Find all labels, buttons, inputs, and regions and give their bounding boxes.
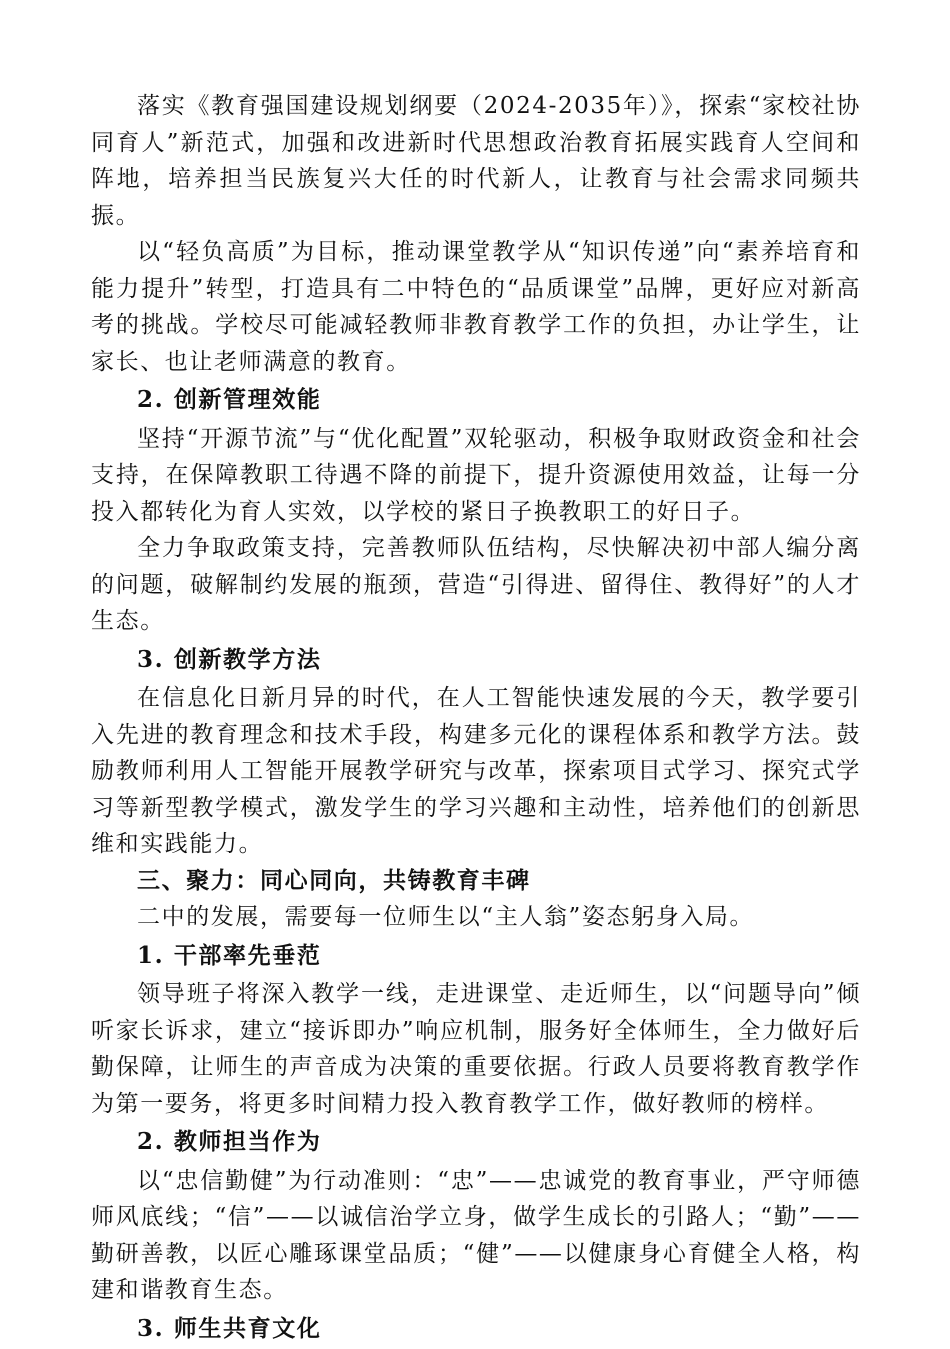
paragraph-loyalty-diligence: 以“忠信勤健”为行动准则：“忠”——忠诚党的教育事业，严守师德师风底线；“信”——以诚信治学立身，做学生成长的引路人；“勤”——勤研善教，以匠心雕琢课堂品质；“健”——以健康身心育健全人格，构建和谐教育生态。 <box>91 1167 861 1303</box>
heading-shared-culture: 3. 师生共育文化 <box>137 1314 322 1342</box>
paragraph-open-source-reduce-cost: 坚持“开源节流”与“优化配置”双轮驱动，积极争取财政资金和社会支持，在保障教职工待遇不降的前提下，提升资源使用效益，让每一分投入都转化为育人实效，以学校的紧日子换教职工的好日子。 <box>91 425 861 525</box>
paragraph-policy-support: 全力争取政策支持，完善教师队伍结构，尽快解决初中部人编分离的问题，破解制约发展的瓶颈，营造“引得进、留得住、教得好”的人才生态。 <box>91 535 861 634</box>
paragraph-ai-teaching: 在信息化日新月异的时代，在人工智能快速发展的今天，教学要引入先进的教育理念和技术手段，构建多元化的课程体系和教学方法。鼓励教师利用人工智能开展教学研究与改革，探索项目式学习、探究式学习等新型教学模式，激发学生的学习兴趣和主动性，培养他们的创新思维和实践能力。 <box>91 685 861 857</box>
heading-cadres-lead: 1. 干部率先垂范 <box>137 941 322 969</box>
section-heading-unite: 三、聚力：同心同向，共铸教育丰碑 <box>137 866 531 894</box>
heading-innovate-teaching-methods: 3. 创新教学方法 <box>137 645 322 673</box>
document-body <box>91 88 861 1349</box>
paragraph-light-burden-high-quality: 以“轻负高质”为目标，推动课堂教学从“知识传递”向“素养培育和能力提升”转型，打造具有二中特色的“品质课堂”品牌，更好应对新高考的挑战。学校尽可能减轻教师非教育教学工作的负担，办让学生，让家长、也让老师满意的教育。 <box>91 239 861 375</box>
paragraph-implement-education-plan: 落实《教育强国建设规划纲要（2024-2035年）》，探索“家校社协同育人”新范式，加强和改进新时代思想政治教育拓展实践育人空间和阵地，培养担当民族复兴大任的时代新人，让教育与社会需求同频共振。 <box>91 93 861 229</box>
paragraph-ownership: 二中的发展，需要每一位师生以“主人翁”姿态躬身入局。 <box>137 904 755 930</box>
heading-innovate-management: 2. 创新管理效能 <box>137 386 322 413</box>
heading-teachers-responsibility: 2. 教师担当作为 <box>137 1128 322 1155</box>
paragraph-leadership-frontline: 领导班子将深入教学一线，走进课堂、走近师生，以“问题导向”倾听家长诉求，建立“接诉即办”响应机制，服务好全体师生，全力做好后勤保障，让师生的声音成为决策的重要依据。行政人员要将教育教学作为第一要务，将更多时间精力投入教育教学工作，做好教师的榜样。 <box>91 981 861 1117</box>
